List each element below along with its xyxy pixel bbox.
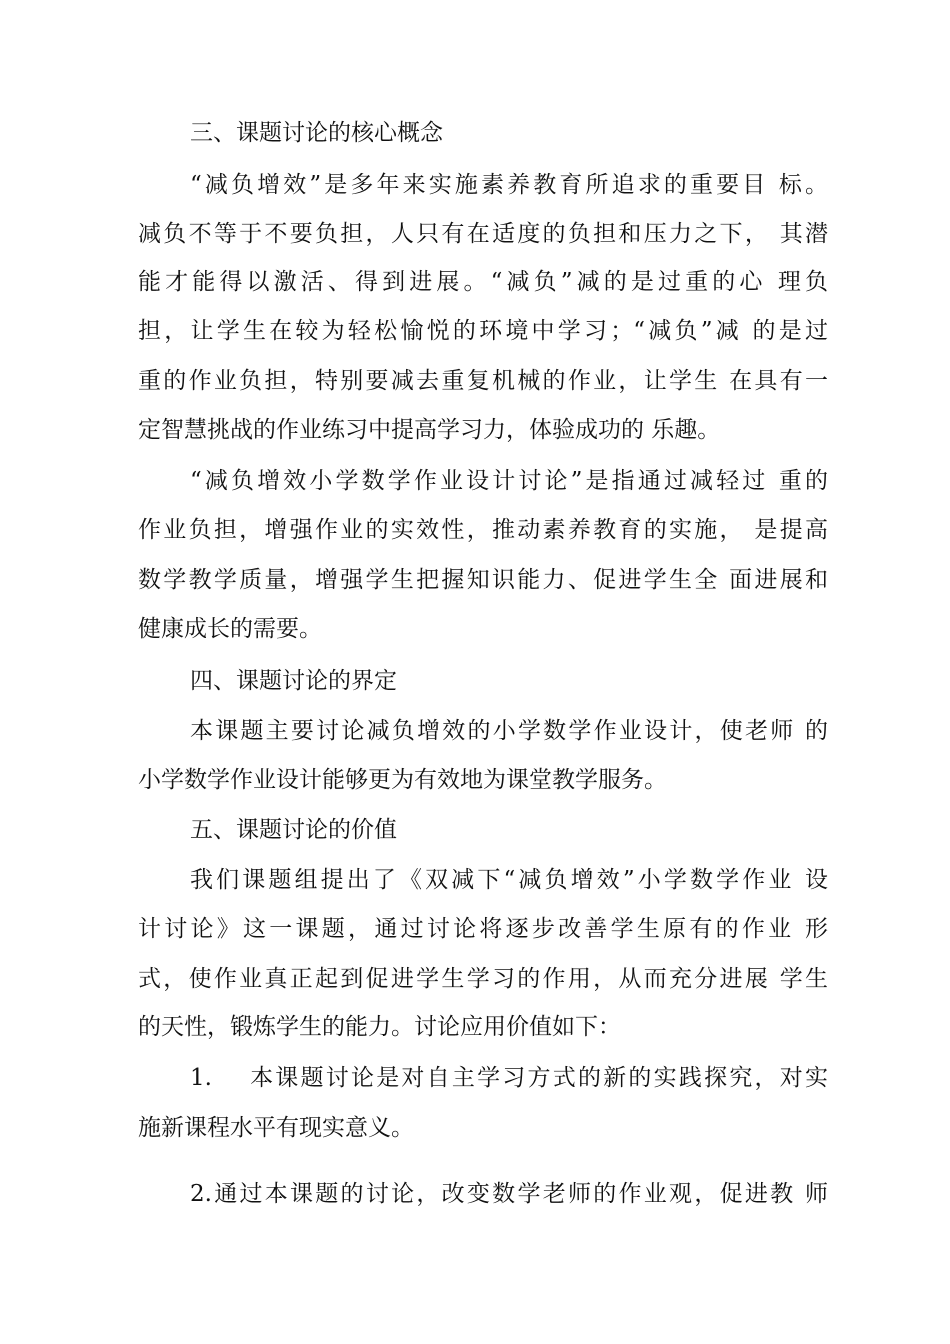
paragraph-line: 小学数学作业设计能够更为有效地为课堂教学服务。 (138, 767, 667, 793)
paragraph-line: 能才能得以激活、得到进展。“减负”减的是过重的心 理负 (138, 269, 828, 295)
paragraph-line: 健康成长的需要。 (138, 616, 322, 642)
paragraph-line: 担，让学生在较为轻松愉悦的环境中学习；“减负”减 的是过 (138, 318, 828, 344)
list-item-1: 1. 本课题讨论是对自主学习方式的新的实践探究，对实 (190, 1065, 828, 1091)
paragraph-line: 式，使作业真正起到促进学生学习的作用，从而充分进展 学生 (138, 966, 828, 992)
paragraph-line: “减负增效”是多年来实施素养教育所追求的重要目 标。 (190, 172, 828, 198)
paragraph-line: 施新课程水平有现实意义。 (138, 1115, 414, 1141)
paragraph-line: 作业负担，增强作业的实效性，推动素养教育的实施， 是提高 (138, 517, 828, 543)
paragraph-line: 的天性，锻炼学生的能力。讨论应用价值如下： (138, 1014, 621, 1040)
paragraph-line: “减负增效小学数学作业设计讨论”是指通过减轻过 重的 (190, 468, 828, 494)
paragraph-line: 数学教学质量，增强学生把握知识能力、促进学生全 面进展和 (138, 567, 828, 593)
paragraph-line: 减负不等于不要负担，人只有在适度的负担和压力之下， 其潜 (138, 221, 828, 247)
paragraph-line: 定智慧挑战的作业练习中提高学习力，体验成功的 乐趣。 (138, 417, 721, 443)
heading-value: 五、课题讨论的价值 (190, 817, 397, 843)
paragraph-line: 重的作业负担，特别要减去重复机械的作业，让学生 在具有一 (138, 368, 828, 394)
paragraph-line: 本课题主要讨论减负增效的小学数学作业设计，使老师 的 (190, 718, 828, 744)
list-item-2: 2.通过本课题的讨论，改变数学老师的作业观，促进教 师 (190, 1181, 828, 1207)
heading-definition: 四、课题讨论的界定 (190, 668, 397, 694)
heading-core-concept: 三、课题讨论的核心概念 (190, 120, 443, 146)
paragraph-line: 我们课题组提出了《双减下“减负增效”小学数学作业 设 (190, 867, 828, 893)
paragraph-line: 计讨论》这一课题，通过讨论将逐步改善学生原有的作业 形 (138, 916, 828, 942)
